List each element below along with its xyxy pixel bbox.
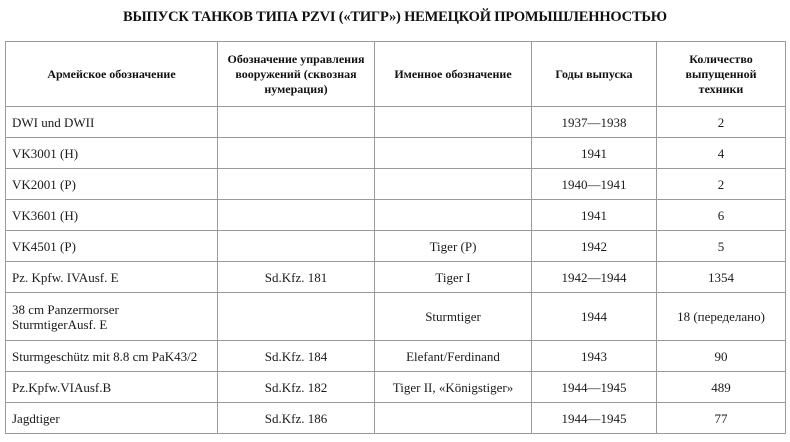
page-title: ВЫПУСК ТАНКОВ ТИПА PZVI («ТИГР») НЕМЕЦКОЙ ПРОМЫШЛЕННОСТЬЮ <box>123 9 667 25</box>
cell-name-designation: Elefant/Ferdinand <box>375 341 532 372</box>
tank-production-table <box>5 41 786 434</box>
cell-army-designation: VK3001 (H) <box>6 138 218 169</box>
cell-name-designation <box>375 138 532 169</box>
cell-name-designation: Tiger II, «Königstiger» <box>375 372 532 403</box>
table-row <box>6 293 786 341</box>
cell-army-designation: Pz.Kpfw.VIAusf.B <box>6 372 218 403</box>
header-army-designation: Армейское обозначение <box>6 42 218 107</box>
cell-army-designation: DWI und DWII <box>6 107 218 138</box>
cell-ordnance-designation <box>218 107 375 138</box>
cell-ordnance-designation: Sd.Kfz. 181 <box>218 262 375 293</box>
cell-ordnance-designation: Sd.Kfz. 186 <box>218 403 375 434</box>
cell-army-designation: VK3601 (H) <box>6 200 218 231</box>
cell-army-designation: Sturmgeschütz mit 8.8 cm PaK43/2 <box>6 341 218 372</box>
table-row <box>6 138 786 169</box>
cell-quantity: 77 <box>657 403 786 434</box>
table-row <box>6 262 786 293</box>
cell-quantity: 18 (переделано) <box>657 293 786 341</box>
cell-army-designation: Jagdtiger <box>6 403 218 434</box>
cell-quantity: 2 <box>657 107 786 138</box>
cell-production-years: 1944—1945 <box>532 403 657 434</box>
cell-production-years: 1944—1945 <box>532 372 657 403</box>
header-row <box>6 42 786 107</box>
cell-quantity: 489 <box>657 372 786 403</box>
table-row <box>6 341 786 372</box>
cell-army-designation: Pz. Kpfw. IVAusf. E <box>6 262 218 293</box>
cell-quantity: 1354 <box>657 262 786 293</box>
table-row <box>6 372 786 403</box>
table-row <box>6 107 786 138</box>
cell-ordnance-designation <box>218 138 375 169</box>
header-ordnance-designation: Обозначение управления вооружений (сквозная нумерация) <box>218 42 375 107</box>
cell-production-years: 1937—1938 <box>532 107 657 138</box>
cell-ordnance-designation <box>218 293 375 341</box>
header-name-designation: Именное обозначение <box>375 42 532 107</box>
cell-name-designation: Sturmtiger <box>375 293 532 341</box>
cell-production-years: 1941 <box>532 138 657 169</box>
cell-ordnance-designation <box>218 169 375 200</box>
cell-production-years: 1942—1944 <box>532 262 657 293</box>
cell-name-designation <box>375 107 532 138</box>
cell-production-years: 1942 <box>532 231 657 262</box>
cell-name-designation: Tiger I <box>375 262 532 293</box>
cell-name-designation: Tiger (P) <box>375 231 532 262</box>
table-row <box>6 403 786 434</box>
cell-production-years: 1941 <box>532 200 657 231</box>
cell-production-years: 1943 <box>532 341 657 372</box>
cell-quantity: 90 <box>657 341 786 372</box>
cell-production-years: 1944 <box>532 293 657 341</box>
header-production-years: Годы выпуска <box>532 42 657 107</box>
cell-army-designation: VK2001 (P) <box>6 169 218 200</box>
cell-quantity: 2 <box>657 169 786 200</box>
cell-ordnance-designation: Sd.Kfz. 182 <box>218 372 375 403</box>
cell-ordnance-designation: Sd.Kfz. 184 <box>218 341 375 372</box>
cell-name-designation <box>375 200 532 231</box>
cell-quantity: 4 <box>657 138 786 169</box>
cell-army-designation: 38 cm Panzermorser SturmtigerAusf. E <box>6 293 218 341</box>
table-row <box>6 169 786 200</box>
cell-army-designation: VK4501 (P) <box>6 231 218 262</box>
cell-name-designation <box>375 403 532 434</box>
table-row <box>6 231 786 262</box>
cell-ordnance-designation <box>218 231 375 262</box>
cell-quantity: 5 <box>657 231 786 262</box>
cell-quantity: 6 <box>657 200 786 231</box>
cell-ordnance-designation <box>218 200 375 231</box>
table-row <box>6 200 786 231</box>
header-quantity-produced: Количество выпущенной техники <box>657 42 786 107</box>
cell-name-designation <box>375 169 532 200</box>
cell-production-years: 1940—1941 <box>532 169 657 200</box>
